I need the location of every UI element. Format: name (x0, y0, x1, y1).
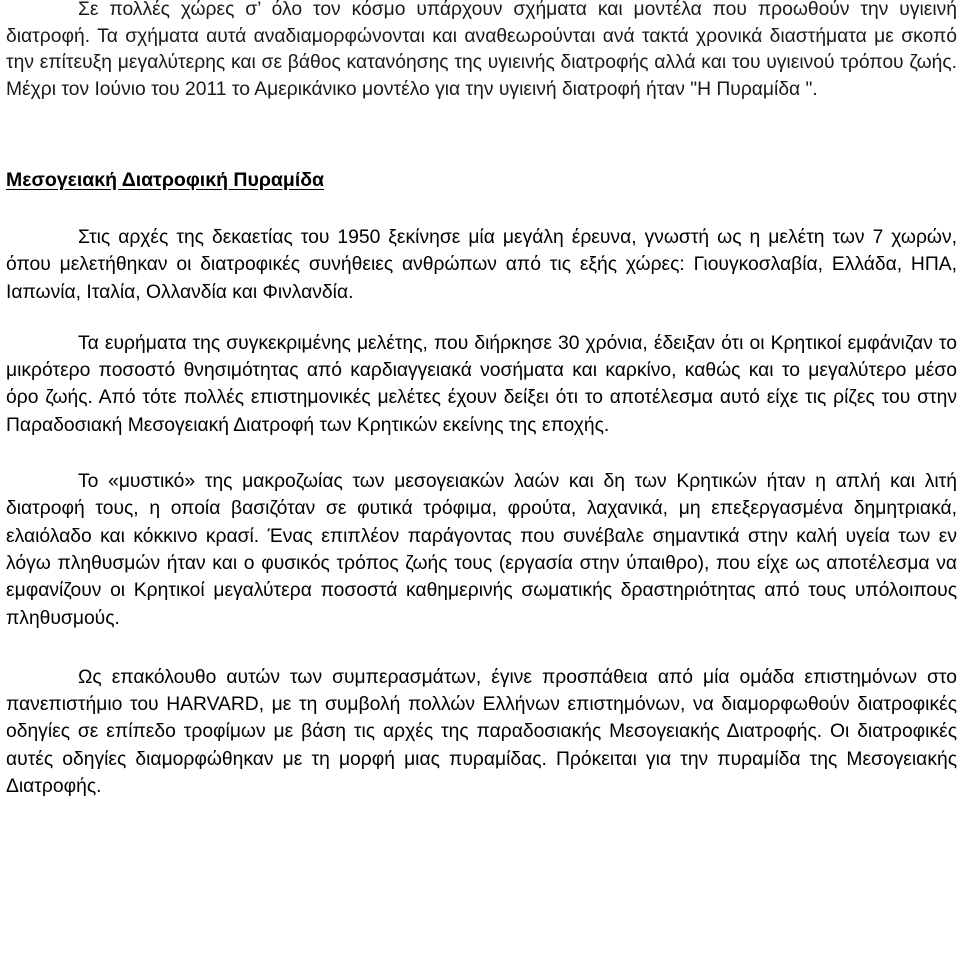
body-paragraph-2: Τα ευρήματα της συγκεκριμένης μελέτης, που διήρκησε 30 χρόνια, έδειξαν ότι οι Κρητικοί εμφάνιζαν το μικρότερο ποσοστό θνησιμότητας από καρδιαγγειακά νοσήματα και καρκίνο, καθώς και το μεγαλύτερο μέσο όρο ζωής. Από τότε πολλές επιστημονικές μελέτες έχουν δείξει ότι το αποτέλεσμα αυτό είχε τις ρίζες του στην Παραδοσιακή Μεσογειακή Διατροφή των Κρητικών εκείνης της εποχής. (6, 332, 957, 436)
body-paragraph-3: Το «μυστικό» της μακροζωίας των μεσογειακών λαών και δη των Κρητικών ήταν η απλή και λιτή διατροφή τους, η οποία βασιζόταν σε φυτικά τρόφιμα, φρούτα, λαχανικά, μη επεξεργασμένα δημητριακά, ελαιόλαδο και κόκκινο κρασί. Ένας επιπλέον παράγοντας που συνέβαλε σημαντικά στην καλή υγεία των εν λόγω πληθυσμών ήταν και ο φυσικός τρόπος ζωής τους (εργασία στην ύπαιθρο), που είχε ως αποτέλεσμα να εμφανίζουν οι Κρητικοί μεγαλύτερα ποσοστά καθημερινής σωματικής δραστηριότητας από τους υπόλοιπους πληθυσμούς. (6, 471, 957, 629)
document-page (6, 0, 957, 800)
body-paragraph-1: Στις αρχές της δεκαετίας του 1950 ξεκίνησε μία μεγάλη έρευνα, γνωστή ως η μελέτη των 7 χωρών, όπου μελετήθηκαν οι διατροφικές συνήθειες ανθρώπων από τις εξής χώρες: Γιουγκοσλαβία, Ελλάδα, ΗΠΑ, Ιαπωνία, Ιταλία, Ολλανδία και Φινλανδία. (6, 227, 957, 303)
body-paragraph-4: Ως επακόλουθο αυτών των συμπερασμάτων, έγινε προσπάθεια από μία ομάδα επιστημόνων στο πανεπιστήμιο του HARVARD, με τη συμβολή πολλών Ελλήνων επιστημόνων, να διαμορφωθούν διατροφικές οδηγίες σε επίπεδο τροφίμων με βάση τις αρχές της παραδοσιακής Μεσογειακής Διατροφής. Οι διατροφικές αυτές οδηγίες διαμορφώθηκαν με τη μορφή μιας πυραμίδας. Πρόκειται για την πυραμίδα της Μεσογειακής Διατροφής. (6, 666, 957, 798)
section-heading: Μεσογειακή Διατροφική Πυραμίδα (6, 169, 325, 191)
intro-paragraph: Σε πολλές χώρες σ’ όλο τον κόσμο υπάρχουν σχήματα και μοντέλα που προωθούν την υγιεινή διατροφή. Τα σχήματα αυτά αναδιαμορφώνονται και αναθεωρούνται ανά τακτά χρονικά διαστήματα με σκοπό την επίτευξη μεγαλύτερης και σε βάθος κατανόησης της υγιεινής διατροφής αλλά και του υγιεινού τρόπου ζωής. Μέχρι τον Ιούνιο του 2011 το Αμερικάνικο μοντέλο για την υγιεινή διατροφή ήταν "Η Πυραμίδα ". (6, 0, 957, 100)
